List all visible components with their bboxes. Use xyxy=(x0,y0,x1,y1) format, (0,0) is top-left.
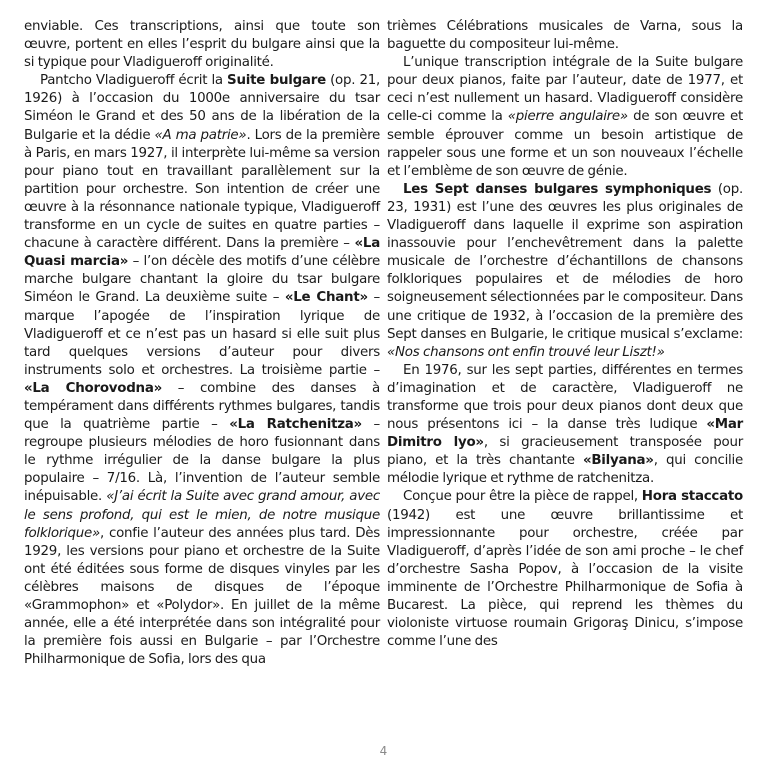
paragraph-text: de son œuvre et semble éprouver comme un besoin artistique de rappeler sous une forme et un son nouveaux l’échelle et l’emblème de son œuvre de génie. xyxy=(387,109,743,179)
paragraph xyxy=(387,362,743,489)
paragraph xyxy=(387,488,743,651)
right-column xyxy=(387,18,743,651)
left-column xyxy=(24,18,380,669)
paragraph-text: Pantcho Vladigueroff écrit la xyxy=(40,73,228,89)
paragraph-text: L’unique transcription intégrale de la Suite bulgare pour deux pianos, faite par l’auteur, date de 1977, et ceci n’est nullement un hasard. Vladigueroff considère celle-ci comme la xyxy=(387,55,743,125)
paragraph xyxy=(387,18,743,54)
movement-title-chorovodna: «La Chorovodna» xyxy=(24,380,163,396)
paragraph-text: En 1976, sur les sept parties, différentes en termes d’imagination et de caractère, Vladigueroff ne transforme que trois pour deux pianos dont deux que nous présentons ici – la danse très ludique xyxy=(387,362,743,433)
paragraph-text: (op. 23, 1931) est l’une des œuvres les plus originales de Vladigueroff dans laquelle il exprime son aspiration inassouvie pour l’enchevêtrement dans la palette musicale de l’orchestre d’échantillons de chansons folkloriques populaires et de mélodies de horo soigneusement sélectionnées par le compositeur. Dans une critique de 1932, à l’occasion de la première des Sept danses en Bulgarie, le critique musical s’exclame: xyxy=(387,181,743,342)
paragraph-text: , si gracieusement transposée pour piano, et la très chantante xyxy=(387,435,743,469)
pierre-angulaire-quote: «pierre angulaire» xyxy=(507,109,628,125)
dedication-quote: «A ma patrie» xyxy=(154,127,247,143)
movement-title-quasi-marcia: «La Quasi marcia» xyxy=(24,236,380,270)
paragraph xyxy=(387,54,743,181)
paragraph-text: , confie l’auteur des années plus tard. Dès 1929, les versions pour piano et orchestre de la Suite ont été éditées sous forme de disques vinyles par les célèbres maisons de disques de l’époque «Grammophon» et «Polydor». En juillet de la même année, elle a été interprétée dans son intégralité pour la première fois aussi en Bulgarie – par l’Orchestre Philharmonique de Sofia, lors des qua xyxy=(24,525,380,668)
paragraph-text: enviable. Ces transcriptions, ainsi que toute son œuvre, portent en elles l’esprit du bulgare ainsi que la si typique pour Vladigueroff originalité. xyxy=(24,19,380,71)
work-title-suite-bulgare: Suite bulgare xyxy=(227,73,326,89)
paragraph-text: Conçue pour être la pièce de rappel, xyxy=(403,489,642,505)
paragraph-text: (1942) est une œuvre brillantissime et impressionnante pour orchestre, créée par Vladigueroff, d’après l’idée de son ami proche – le chef d’orchestre Sasha Popov, à l’occasion de la visite imminente de l’Orchestre Philharmonique de Sofia à Bucarest. La pièce, qui reprend les thèmes du violoniste virtuose roumain Grigoraş Dinicu, s’impose comme l’une des xyxy=(387,507,743,650)
paragraph xyxy=(24,72,380,669)
paragraph-text: , qui concilie mélodie lyrique et rythme de ratchenitza. xyxy=(387,453,743,487)
paragraph-text: trièmes Célébrations musicales de Varna, sous la baguette du compositeur lui-même. xyxy=(387,19,743,53)
work-title-sept-danses: Les Sept danses bulgares symphoniques xyxy=(403,181,712,197)
dance-title-mar-dimitro-lyo: «Mar Dimitro lyo» xyxy=(387,417,743,451)
paragraph-text: . Lors de la première à Paris, en mars 1927, il interprète lui-même sa version pour piano tout en travaillant parallèlement sur la partition pour orchestre. Son intention de créer une œuvre à la résonnance nationale typique, Vladigueroff transforme en un cycle de suites en quatre parties – chacune à caractère différent. Dans la première – xyxy=(24,127,381,252)
paragraph-text: – l’on décèle des motifs d’une célèbre marche bulgare chantant la gloire du tsar bulgare Siméon le Grand. La deuxième suite – xyxy=(24,254,380,306)
page-number: 4 xyxy=(379,744,388,758)
paragraph-text: – combine des danses à tempérament dans différents rythmes bulgares, tandis que la quatrième partie – xyxy=(24,380,380,433)
author-quote: «J’ai écrit la Suite avec grand amour, avec le sens profond, qui est le mien, de notre musique folklorique» xyxy=(24,489,380,541)
paragraph xyxy=(387,181,743,362)
paragraph-text: – marque l’apogée de l’inspiration lyrique de Vladigueroff et ce n’est pas un hasard si elle suit plus tard quelques versions d’auteur pour divers instruments solo et orchestres. La troisième partie – xyxy=(24,290,380,378)
work-title-hora-staccato: Hora staccato xyxy=(641,489,743,505)
critic-quote: «Nos chansons ont enfin trouvé leur Liszt!» xyxy=(387,344,665,360)
paragraph-text: – regroupe plusieurs mélodies de horo fusionnant dans le rythme irrégulier de la danse bulgare la plus populaire – 7/16. Là, l’invention de l’auteur semble inépuisable. xyxy=(24,417,381,505)
movement-title-ratchenitza: «La Ratchenitza» xyxy=(229,417,362,433)
movement-title-le-chant: «Le Chant» xyxy=(284,290,368,306)
dance-title-bilyana: «Bilyana» xyxy=(582,453,654,469)
paragraph xyxy=(24,18,380,72)
paragraph-text: (op. 21, 1926) à l’occasion du 1000e anniversaire du tsar Siméon le Grand et des 50 ans de la libération de la Bulgarie et la dédie xyxy=(24,73,380,143)
